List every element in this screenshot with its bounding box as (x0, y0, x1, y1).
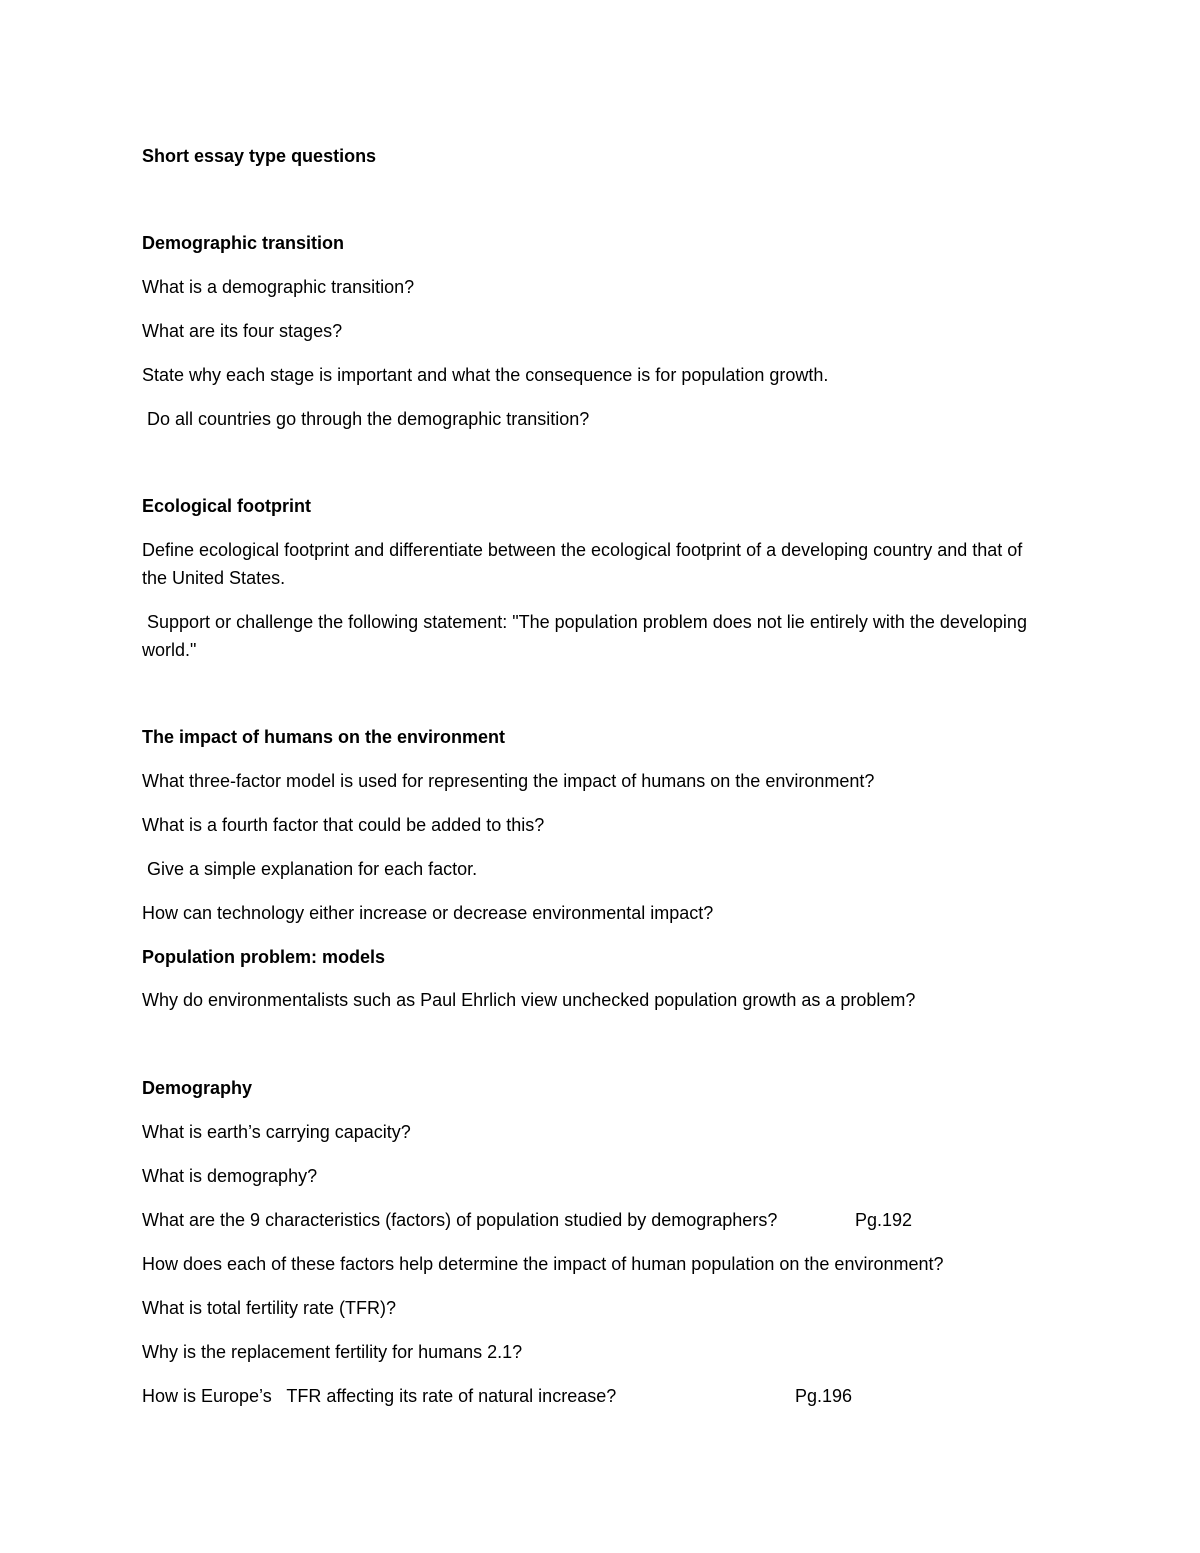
question-line: Why is the replacement fertility for humans 2.1? (142, 1342, 523, 1362)
question-line: What is total fertility rate (TFR)? (142, 1298, 397, 1318)
question-line: How can technology either increase or decrease environmental impact? (142, 903, 714, 923)
section-heading-demographic-transition: Demographic transition (142, 233, 345, 253)
page-reference: Pg.192 (855, 1210, 913, 1230)
question-line: What is a demographic transition? (142, 277, 415, 297)
question-line: What are the 9 characteristics (factors) of population studied by demographers? (142, 1210, 778, 1230)
section-heading-demography: Demography (142, 1078, 253, 1098)
question-line: Define ecological footprint and differentiate between the ecological footprint of a developing country and that of the United States. (142, 540, 1023, 588)
question-line: How is Europe’s TFR affecting its rate of natural increase? (142, 1386, 617, 1406)
question-line: Do all countries go through the demographic transition? (142, 409, 590, 429)
question-line: How does each of these factors help determine the impact of human population on the environment? (142, 1254, 944, 1274)
question-line: Give a simple explanation for each factor. (142, 859, 478, 879)
question-line: Support or challenge the following statement: "The population problem does not lie entirely with the developing world." (142, 612, 1032, 660)
question-line: What three-factor model is used for representing the impact of humans on the environment? (142, 771, 875, 791)
question-line: What are its four stages? (142, 321, 343, 341)
section-heading-population-problem-models: Population problem: models (142, 947, 386, 967)
question-line: State why each stage is important and what the consequence is for population growth. (142, 365, 829, 385)
section-heading-ecological-footprint: Ecological footprint (142, 496, 311, 516)
question-line: What is earth’s carrying capacity? (142, 1122, 411, 1142)
section-heading-impact-of-humans: The impact of humans on the environment (142, 727, 506, 747)
question-line: What is demography? (142, 1166, 318, 1186)
question-line: Why do environmentalists such as Paul Ehrlich view unchecked population growth as a problem? (142, 990, 916, 1010)
question-line: What is a fourth factor that could be added to this? (142, 815, 545, 835)
page-reference: Pg.196 (795, 1386, 853, 1406)
document-title: Short essay type questions (142, 146, 377, 166)
